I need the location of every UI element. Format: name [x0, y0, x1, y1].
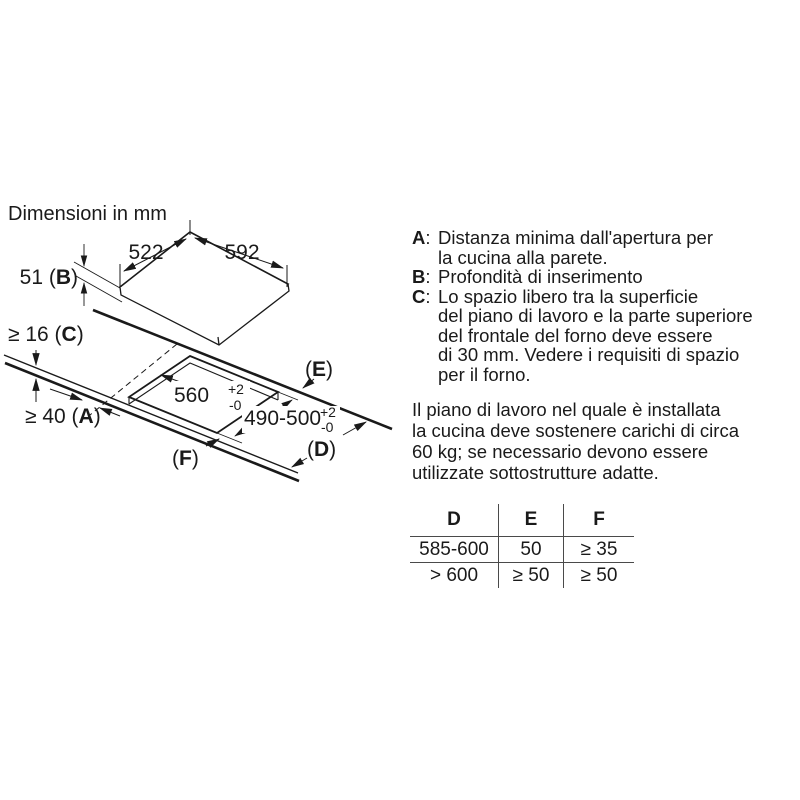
legend-line: la cucina alla parete. — [438, 246, 608, 268]
dim-a-label: ≥ 40 (A) — [25, 405, 101, 428]
legend-line: Profondità di inserimento — [438, 266, 643, 287]
legend-item-a — [412, 228, 767, 267]
load-note-paragraph — [412, 399, 772, 483]
legend-line: Distanza minima dall'apertura per — [438, 227, 713, 248]
table-cell-e1: 50 — [499, 537, 564, 563]
def-dimensions-table — [410, 504, 634, 588]
table-row — [410, 537, 634, 563]
page-title: Dimensioni in mm — [8, 203, 167, 225]
paragraph-line: utilizzate sottostrutture adatte. — [412, 462, 659, 483]
legend-item-b — [412, 267, 767, 287]
legend — [412, 228, 767, 384]
table-cell-f1: ≥ 35 — [564, 537, 635, 563]
legend-item-c — [412, 287, 767, 385]
dim-490-tolerance-plus: +2 — [320, 404, 336, 420]
legend-line: del piano di lavoro e la parte superiore — [438, 305, 753, 326]
table-header-row — [410, 504, 634, 537]
dim-560-label: 560 — [174, 384, 210, 407]
installation-diagram — [0, 195, 400, 495]
label-d-arrow-upper — [343, 422, 366, 435]
legend-line: Lo spazio libero tra la superficie — [438, 285, 699, 307]
legend-line: di 30 mm. Vedere i requisiti di spazio — [438, 344, 740, 365]
dim-560-tolerance-plus: +2 — [228, 381, 244, 397]
label-d: (D) — [307, 438, 337, 461]
table-header-f: F — [564, 504, 635, 537]
legend-key-a: A : — [412, 228, 431, 248]
legend-key-c: C : — [412, 287, 431, 307]
table-cell-f2: ≥ 50 — [580, 564, 618, 586]
legend-line: del frontale del forno deve essere — [438, 324, 713, 346]
table-cell-d2: > 600 — [429, 564, 479, 586]
legend-line: per il forno. — [438, 363, 531, 385]
label-d-arrow-lower — [292, 458, 307, 467]
dim-490-tolerance-minus: -0 — [321, 419, 334, 435]
paragraph-line: la cucina deve sostenere carichi di circa — [412, 420, 739, 441]
table-header-e: E — [499, 504, 564, 537]
dim-b-label: 51 (B) — [19, 266, 78, 289]
dim-b-lines — [74, 244, 122, 306]
paragraph-line: Il piano di lavoro nel quale è installata — [412, 399, 721, 420]
label-f: (F) — [172, 447, 199, 470]
table-cell-d1: 585-600 — [410, 537, 499, 563]
dim-522-label: 522 — [128, 241, 164, 264]
label-e: (E) — [305, 358, 334, 381]
dim-c-label: ≥ 16 (C) — [8, 323, 84, 346]
table-cell-e2: ≥ 50 — [499, 563, 564, 589]
dim-490-label: 490-500 — [244, 407, 322, 430]
table-row — [410, 563, 634, 589]
cooktop-rim — [120, 284, 289, 345]
legend-key-b: B : — [412, 267, 431, 287]
table-header-d: D — [410, 504, 499, 537]
paragraph-line: 60 kg; se necessario devono essere — [412, 441, 709, 462]
dim-560-tolerance-minus: -0 — [229, 397, 242, 413]
dim-592-label: 592 — [224, 241, 260, 264]
